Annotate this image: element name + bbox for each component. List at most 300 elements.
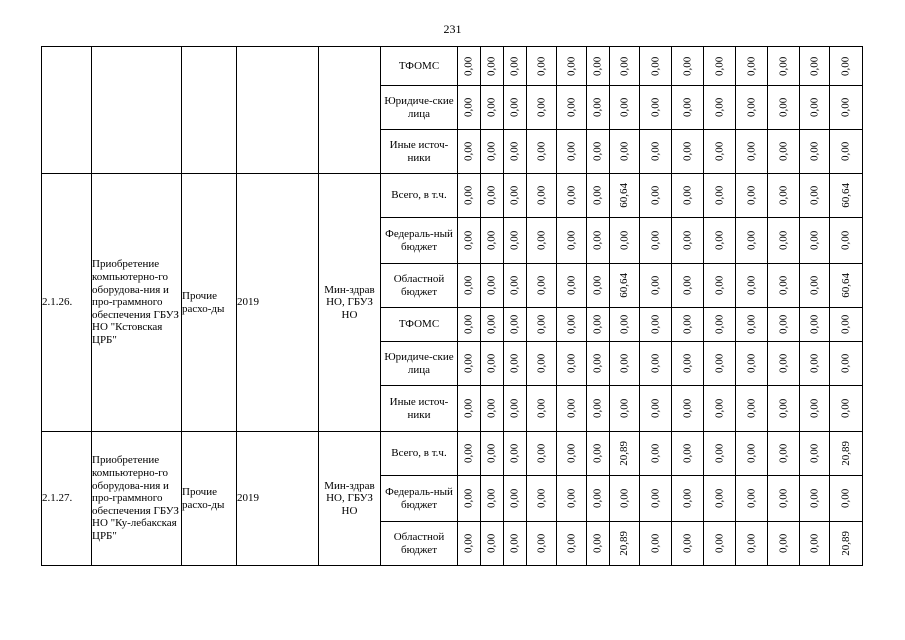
value-text: 0,00 <box>565 353 578 374</box>
value-cell <box>458 522 481 566</box>
item-name: Приобретение компьютерно-го оборудова-ния и про-граммного обеспечения ГБУЗ НО "Ку-лебакская ЦРБ" <box>92 432 182 566</box>
value-text: 0,00 <box>839 97 852 118</box>
value-cell <box>587 86 610 130</box>
value-cell <box>800 522 830 566</box>
value-text: 0,00 <box>535 398 548 419</box>
value-text: 0,00 <box>808 443 821 464</box>
value-cell <box>768 308 800 342</box>
value-cell <box>830 47 863 86</box>
value-text: 0,00 <box>713 533 726 554</box>
page-number: 231 <box>443 22 462 36</box>
value-text: 0,00 <box>681 141 694 162</box>
value-text: 0,00 <box>713 443 726 464</box>
value-text: 0,00 <box>462 275 475 296</box>
funding-source: Федераль-ный бюджет <box>381 218 458 264</box>
item-code: 2.1.26. <box>42 174 92 432</box>
value-cell <box>504 386 527 432</box>
value-cell <box>672 522 704 566</box>
value-cell <box>704 264 736 308</box>
item-code: 2.1.27. <box>42 432 92 566</box>
value-cell <box>768 174 800 218</box>
value-cell <box>458 86 481 130</box>
value-text: 0,00 <box>485 443 498 464</box>
value-text: 0,00 <box>808 398 821 419</box>
value-cell <box>527 130 557 174</box>
value-cell <box>736 476 768 522</box>
value-cell <box>610 264 640 308</box>
value-cell <box>587 174 610 218</box>
value-cell <box>704 432 736 476</box>
value-cell <box>527 86 557 130</box>
value-cell <box>610 86 640 130</box>
value-cell <box>800 86 830 130</box>
value-text: 0,00 <box>839 314 852 335</box>
value-cell <box>610 308 640 342</box>
value-text: 0,00 <box>565 97 578 118</box>
value-cell <box>458 308 481 342</box>
value-cell <box>704 522 736 566</box>
value-cell <box>458 47 481 86</box>
value-cell <box>830 218 863 264</box>
value-text: 0,00 <box>462 56 475 76</box>
value-cell <box>481 130 504 174</box>
value-text: 0,00 <box>839 141 852 162</box>
value-text: 0,00 <box>565 398 578 419</box>
value-cell <box>736 432 768 476</box>
value-text: 0,00 <box>508 141 521 162</box>
value-cell <box>830 264 863 308</box>
value-text: 0,00 <box>591 185 604 206</box>
value-text: 0,00 <box>681 488 694 509</box>
value-cell <box>768 386 800 432</box>
value-text: 0,00 <box>839 353 852 374</box>
value-text: 0,00 <box>535 97 548 118</box>
value-text: 0,00 <box>808 275 821 296</box>
value-text: 0,00 <box>745 353 758 374</box>
executor: Мин-здрав НО, ГБУЗ НО <box>319 432 381 566</box>
value-text: 0,00 <box>777 533 790 554</box>
value-cell <box>640 174 672 218</box>
value-text: 0,00 <box>618 353 631 374</box>
value-text: 0,00 <box>777 443 790 464</box>
value-text: 0,00 <box>618 97 631 118</box>
value-cell <box>736 174 768 218</box>
value-cell <box>587 264 610 308</box>
value-cell <box>481 476 504 522</box>
value-text: 0,00 <box>591 488 604 509</box>
value-cell <box>672 476 704 522</box>
value-text: 0,00 <box>777 353 790 374</box>
value-cell <box>504 342 527 386</box>
value-text: 20,89 <box>618 531 631 556</box>
funding-source: Юридиче-ские лица <box>381 342 458 386</box>
value-text: 0,00 <box>508 533 521 554</box>
value-cell <box>640 476 672 522</box>
value-text: 0,00 <box>565 488 578 509</box>
value-cell <box>830 308 863 342</box>
value-cell <box>458 432 481 476</box>
value-text: 0,00 <box>713 141 726 162</box>
value-text: 0,00 <box>681 56 694 76</box>
value-text: 0,00 <box>485 398 498 419</box>
value-text: 0,00 <box>462 533 475 554</box>
value-cell <box>800 476 830 522</box>
item-year: 2019 <box>237 432 319 566</box>
value-text: 0,00 <box>777 185 790 206</box>
value-text: 0,00 <box>508 488 521 509</box>
value-cell <box>768 130 800 174</box>
value-text: 0,00 <box>745 533 758 554</box>
value-cell <box>830 86 863 130</box>
value-cell <box>640 308 672 342</box>
value-cell <box>458 174 481 218</box>
value-cell <box>736 386 768 432</box>
value-text: 0,00 <box>745 56 758 76</box>
value-text: 0,00 <box>745 488 758 509</box>
value-text: 0,00 <box>777 97 790 118</box>
value-cell <box>610 432 640 476</box>
value-text: 0,00 <box>649 56 662 76</box>
value-cell <box>504 174 527 218</box>
value-cell <box>830 432 863 476</box>
value-text: 0,00 <box>508 314 521 335</box>
value-cell <box>458 476 481 522</box>
value-text: 0,00 <box>808 353 821 374</box>
value-cell <box>800 308 830 342</box>
executor: Мин-здрав НО, ГБУЗ НО <box>319 174 381 432</box>
value-text: 0,00 <box>508 275 521 296</box>
value-text: 0,00 <box>777 314 790 335</box>
value-text: 0,00 <box>808 185 821 206</box>
value-text: 0,00 <box>745 443 758 464</box>
value-text: 0,00 <box>618 488 631 509</box>
value-cell <box>800 174 830 218</box>
value-text: 0,00 <box>713 353 726 374</box>
value-cell <box>640 264 672 308</box>
value-cell <box>830 130 863 174</box>
funding-source: ТФОМС <box>381 308 458 342</box>
item-year <box>237 47 319 174</box>
value-cell <box>481 174 504 218</box>
value-text: 0,00 <box>681 533 694 554</box>
value-cell <box>557 386 587 432</box>
value-text: 0,00 <box>745 97 758 118</box>
value-text: 0,00 <box>508 230 521 251</box>
value-text: 0,00 <box>508 97 521 118</box>
value-cell <box>640 522 672 566</box>
value-text: 0,00 <box>591 275 604 296</box>
value-text: 0,00 <box>839 230 852 251</box>
value-text: 0,00 <box>485 314 498 335</box>
value-text: 0,00 <box>713 97 726 118</box>
value-cell <box>800 218 830 264</box>
table-row <box>42 174 863 218</box>
value-cell <box>458 218 481 264</box>
value-cell <box>504 47 527 86</box>
value-cell <box>800 432 830 476</box>
value-text: 0,00 <box>591 230 604 251</box>
value-cell <box>736 522 768 566</box>
value-cell <box>587 522 610 566</box>
value-text: 0,00 <box>535 443 548 464</box>
value-cell <box>557 476 587 522</box>
value-cell <box>704 342 736 386</box>
value-text: 0,00 <box>485 97 498 118</box>
value-cell <box>640 218 672 264</box>
value-text: 0,00 <box>535 314 548 335</box>
value-text: 0,00 <box>591 533 604 554</box>
value-cell <box>504 218 527 264</box>
value-cell <box>640 86 672 130</box>
value-cell <box>768 342 800 386</box>
value-cell <box>830 174 863 218</box>
value-cell <box>736 47 768 86</box>
funding-source: Юридиче-ские лица <box>381 86 458 130</box>
value-cell <box>830 386 863 432</box>
value-text: 0,00 <box>713 398 726 419</box>
value-cell <box>481 522 504 566</box>
value-cell <box>704 218 736 264</box>
value-cell <box>557 86 587 130</box>
value-cell <box>527 522 557 566</box>
value-text: 0,00 <box>618 314 631 335</box>
value-text: 0,00 <box>535 533 548 554</box>
value-text: 0,00 <box>565 230 578 251</box>
value-text: 0,00 <box>681 97 694 118</box>
value-text: 0,00 <box>681 398 694 419</box>
value-cell <box>704 174 736 218</box>
value-cell <box>527 218 557 264</box>
value-cell <box>640 47 672 86</box>
value-text: 60,64 <box>839 273 852 298</box>
value-text: 0,00 <box>777 398 790 419</box>
value-text: 0,00 <box>649 97 662 118</box>
value-text: 60,64 <box>618 183 631 208</box>
value-cell <box>672 308 704 342</box>
value-text: 0,00 <box>485 56 498 76</box>
value-cell <box>527 174 557 218</box>
value-text: 0,00 <box>508 56 521 76</box>
value-text: 0,00 <box>745 185 758 206</box>
value-text: 0,00 <box>485 230 498 251</box>
value-text: 0,00 <box>565 314 578 335</box>
value-cell <box>640 386 672 432</box>
value-cell <box>610 476 640 522</box>
value-text: 0,00 <box>618 398 631 419</box>
value-text: 0,00 <box>508 185 521 206</box>
value-text: 0,00 <box>485 488 498 509</box>
value-text: 0,00 <box>808 97 821 118</box>
value-cell <box>458 130 481 174</box>
value-cell <box>704 130 736 174</box>
value-text: 0,00 <box>745 230 758 251</box>
value-cell <box>481 342 504 386</box>
value-text: 0,00 <box>649 275 662 296</box>
value-text: 0,00 <box>649 353 662 374</box>
value-text: 0,00 <box>808 488 821 509</box>
value-text: 0,00 <box>485 353 498 374</box>
value-cell <box>557 174 587 218</box>
item-year: 2019 <box>237 174 319 432</box>
value-cell <box>672 86 704 130</box>
value-text: 0,00 <box>535 488 548 509</box>
value-cell <box>527 432 557 476</box>
value-cell <box>830 522 863 566</box>
value-text: 0,00 <box>745 141 758 162</box>
value-text: 0,00 <box>808 141 821 162</box>
value-text: 0,00 <box>591 443 604 464</box>
value-cell <box>704 476 736 522</box>
value-text: 0,00 <box>649 185 662 206</box>
value-text: 20,89 <box>839 441 852 466</box>
value-cell <box>704 47 736 86</box>
value-cell <box>672 264 704 308</box>
value-cell <box>481 47 504 86</box>
value-cell <box>672 174 704 218</box>
value-text: 0,00 <box>713 56 726 76</box>
value-cell <box>768 86 800 130</box>
value-cell <box>800 47 830 86</box>
value-cell <box>587 432 610 476</box>
value-text: 0,00 <box>618 230 631 251</box>
value-cell <box>527 342 557 386</box>
value-cell <box>458 386 481 432</box>
value-cell <box>800 130 830 174</box>
funding-source: Всего, в т.ч. <box>381 432 458 476</box>
value-cell <box>610 174 640 218</box>
value-cell <box>504 264 527 308</box>
value-cell <box>587 386 610 432</box>
funding-source: Федераль-ный бюджет <box>381 476 458 522</box>
value-text: 0,00 <box>462 443 475 464</box>
value-cell <box>800 386 830 432</box>
value-cell <box>672 130 704 174</box>
value-text: 0,00 <box>591 97 604 118</box>
value-text: 0,00 <box>713 488 726 509</box>
value-cell <box>557 432 587 476</box>
value-text: 0,00 <box>565 275 578 296</box>
value-text: 0,00 <box>462 141 475 162</box>
value-text: 0,00 <box>618 56 631 76</box>
value-cell <box>504 522 527 566</box>
value-cell <box>736 130 768 174</box>
value-cell <box>736 218 768 264</box>
value-cell <box>504 432 527 476</box>
value-cell <box>557 47 587 86</box>
value-text: 0,00 <box>462 230 475 251</box>
value-cell <box>672 342 704 386</box>
value-cell <box>800 342 830 386</box>
value-text: 0,00 <box>681 230 694 251</box>
value-cell <box>481 432 504 476</box>
value-text: 0,00 <box>777 141 790 162</box>
value-cell <box>640 342 672 386</box>
value-text: 60,64 <box>618 273 631 298</box>
value-text: 0,00 <box>565 533 578 554</box>
value-cell <box>800 264 830 308</box>
value-cell <box>504 308 527 342</box>
value-cell <box>736 86 768 130</box>
value-text: 0,00 <box>649 443 662 464</box>
value-text: 0,00 <box>462 398 475 419</box>
value-text: 0,00 <box>777 488 790 509</box>
value-cell <box>481 386 504 432</box>
value-text: 0,00 <box>649 230 662 251</box>
expense-type: Прочие расхо-ды <box>182 432 237 566</box>
value-text: 0,00 <box>808 533 821 554</box>
value-cell <box>587 476 610 522</box>
value-cell <box>527 308 557 342</box>
value-text: 0,00 <box>839 488 852 509</box>
value-text: 0,00 <box>565 56 578 76</box>
value-text: 20,89 <box>839 531 852 556</box>
value-cell <box>830 476 863 522</box>
value-text: 0,00 <box>591 353 604 374</box>
value-cell <box>768 47 800 86</box>
value-cell <box>557 264 587 308</box>
budget-table <box>41 46 863 566</box>
value-cell <box>587 130 610 174</box>
value-text: 0,00 <box>681 314 694 335</box>
value-text: 0,00 <box>839 56 852 76</box>
value-text: 0,00 <box>808 56 821 76</box>
value-text: 0,00 <box>565 443 578 464</box>
value-text: 0,00 <box>565 185 578 206</box>
value-text: 0,00 <box>681 443 694 464</box>
value-text: 0,00 <box>462 488 475 509</box>
value-text: 0,00 <box>745 314 758 335</box>
value-cell <box>504 130 527 174</box>
funding-source: Областной бюджет <box>381 264 458 308</box>
value-text: 0,00 <box>485 141 498 162</box>
value-text: 0,00 <box>713 230 726 251</box>
value-text: 60,64 <box>839 183 852 208</box>
funding-source: Иные источ-ники <box>381 386 458 432</box>
value-cell <box>736 342 768 386</box>
value-cell <box>672 386 704 432</box>
value-cell <box>610 47 640 86</box>
value-text: 20,89 <box>618 441 631 466</box>
value-cell <box>610 218 640 264</box>
item-name: Приобретение компьютерно-го оборудова-ния и про-граммного обеспечения ГБУЗ НО "Кстовская ЦРБ" <box>92 174 182 432</box>
value-cell <box>527 386 557 432</box>
value-cell <box>768 522 800 566</box>
value-text: 0,00 <box>808 230 821 251</box>
value-text: 0,00 <box>508 443 521 464</box>
value-cell <box>768 264 800 308</box>
value-text: 0,00 <box>591 314 604 335</box>
value-text: 0,00 <box>649 314 662 335</box>
value-text: 0,00 <box>777 230 790 251</box>
value-cell <box>768 476 800 522</box>
value-cell <box>704 86 736 130</box>
funding-source: Всего, в т.ч. <box>381 174 458 218</box>
value-text: 0,00 <box>508 353 521 374</box>
value-text: 0,00 <box>808 314 821 335</box>
value-cell <box>557 342 587 386</box>
value-cell <box>672 432 704 476</box>
executor <box>319 47 381 174</box>
value-cell <box>610 130 640 174</box>
funding-source: Областной бюджет <box>381 522 458 566</box>
value-cell <box>557 218 587 264</box>
value-cell <box>610 386 640 432</box>
table-row <box>42 432 863 476</box>
value-cell <box>587 342 610 386</box>
value-cell <box>527 476 557 522</box>
value-cell <box>527 264 557 308</box>
value-text: 0,00 <box>535 230 548 251</box>
